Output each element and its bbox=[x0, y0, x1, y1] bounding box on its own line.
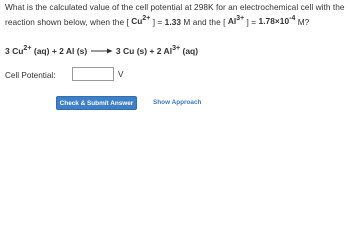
reactant-cu-charge: 2+ bbox=[23, 44, 32, 52]
product-cu: 3 Cu (s) bbox=[115, 45, 148, 56]
question-part-4: ] = bbox=[244, 16, 259, 27]
cu-concentration: 1.33 bbox=[164, 16, 182, 27]
question-part-3: M and the [ bbox=[181, 16, 228, 27]
al-charge: 3+ bbox=[236, 15, 245, 23]
reactant-cu-state: (aq) bbox=[31, 45, 50, 56]
reactant-al: 2 Al (s) bbox=[59, 45, 88, 56]
question-text bbox=[5, 2, 347, 28]
al-concentration: 1.78×10 bbox=[258, 16, 290, 27]
cell-potential-input[interactable] bbox=[72, 67, 114, 81]
show-approach-link[interactable]: Show Approach bbox=[153, 99, 202, 106]
cell-potential-label: Cell Potential: bbox=[5, 71, 56, 80]
product-al: 2 Al bbox=[156, 45, 173, 56]
plus-sign: + bbox=[49, 45, 60, 56]
cu-ion: Cu bbox=[131, 16, 143, 27]
product-al-state: (aq) bbox=[180, 45, 199, 56]
al-ion: Al bbox=[227, 16, 237, 27]
al-concentration-exponent: -4 bbox=[289, 15, 296, 23]
check-submit-button[interactable]: Check & Submit Answer bbox=[56, 96, 137, 110]
question-end: M? bbox=[295, 16, 310, 27]
question-part-2: ] = bbox=[150, 16, 165, 27]
reaction-equation bbox=[5, 42, 198, 57]
reactant-cu: 3 Cu bbox=[5, 45, 24, 56]
question-intro: What is the calculated value of the cell potential at 298K for an electrochemical cell with the reaction shown below, when the [ bbox=[5, 2, 345, 27]
reaction-arrow-icon bbox=[91, 47, 113, 55]
product-al-charge: 3+ bbox=[172, 44, 181, 52]
cu-charge: 2+ bbox=[142, 15, 151, 23]
plus-sign-2: + bbox=[147, 45, 157, 56]
unit-label: V bbox=[118, 70, 124, 79]
